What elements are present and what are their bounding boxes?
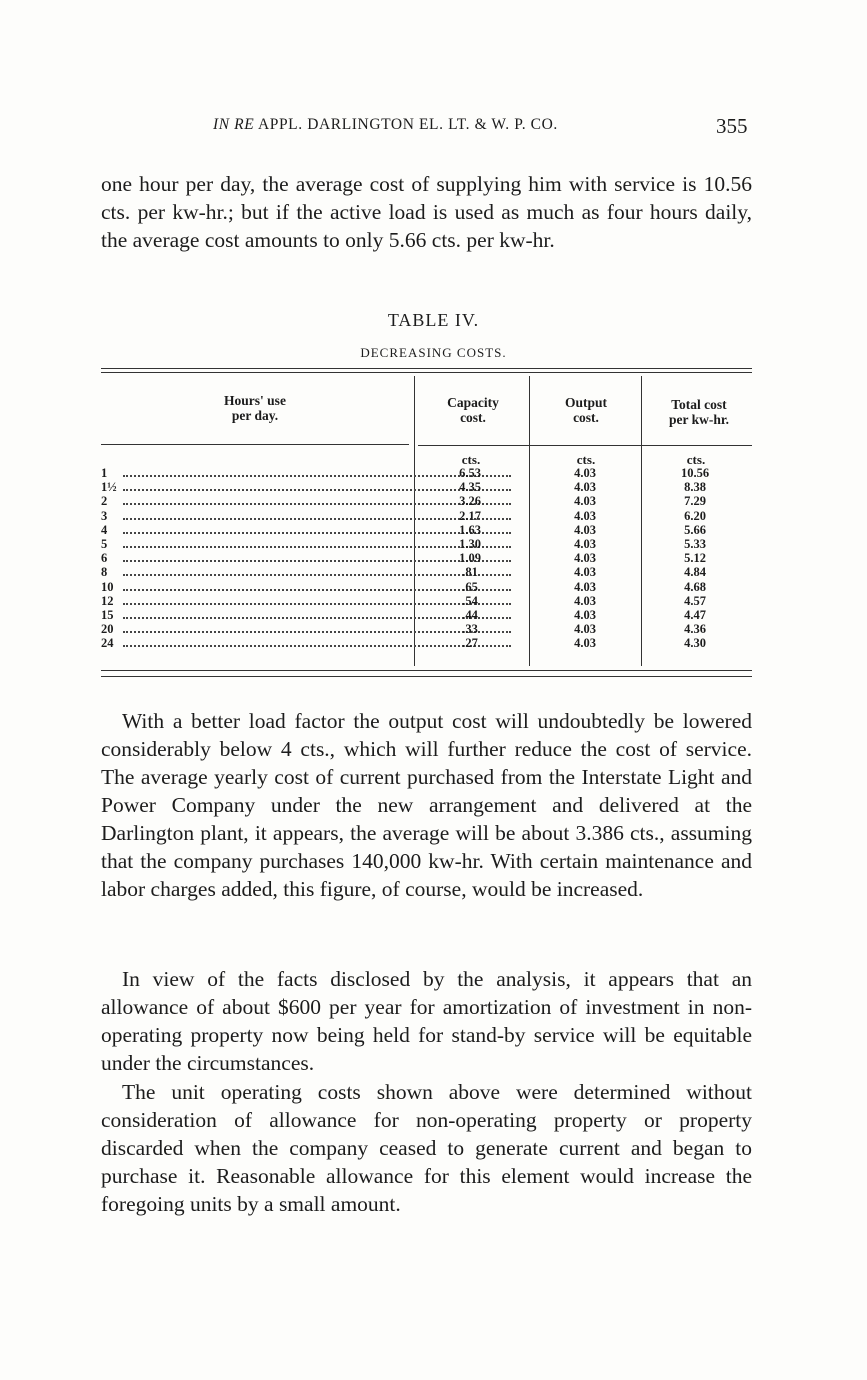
table-title: TABLE IV. bbox=[387, 310, 480, 330]
column-header-line: Capacity bbox=[447, 395, 499, 410]
table-row bbox=[101, 565, 752, 579]
capacity-cell: 6.53 bbox=[459, 466, 481, 480]
header-rule bbox=[101, 444, 409, 445]
capacity-cell: .33 bbox=[462, 622, 478, 637]
capacity-cell: 4.35 bbox=[459, 480, 481, 495]
capacity-cell: 1.30 bbox=[459, 537, 481, 551]
hours-cell: 1 bbox=[101, 466, 108, 480]
total-cell: 5.12 bbox=[684, 551, 706, 566]
total-cell: 4.84 bbox=[684, 565, 706, 580]
capacity-cell: .81 bbox=[462, 565, 478, 580]
unit-total: cts. bbox=[686, 452, 706, 467]
table-row bbox=[101, 580, 752, 594]
table-bottom-rule bbox=[101, 670, 752, 671]
table-row bbox=[101, 480, 752, 494]
output-cell: 4.03 bbox=[574, 593, 596, 608]
column-header-output bbox=[534, 395, 638, 425]
capacity-cell: .44 bbox=[462, 608, 478, 622]
output-cell: 4.03 bbox=[574, 494, 596, 509]
header-rule bbox=[418, 445, 752, 446]
table-top-rule-2 bbox=[101, 372, 752, 373]
table-row bbox=[101, 622, 752, 636]
capacity-cell: 1.09 bbox=[459, 551, 481, 566]
output-cell: 4.03 bbox=[574, 508, 596, 523]
running-head bbox=[213, 116, 558, 134]
running-header bbox=[0, 114, 867, 142]
output-cell: 4.03 bbox=[574, 565, 596, 580]
unit-output: cts. bbox=[576, 452, 596, 467]
output-cell: 4.03 bbox=[574, 466, 596, 480]
total-cell: 4.36 bbox=[684, 622, 706, 637]
capacity-cell: 1.63 bbox=[459, 522, 481, 537]
column-header-line: cost. bbox=[460, 410, 486, 425]
hours-cell: 6 bbox=[101, 551, 108, 566]
output-cell: 4.03 bbox=[574, 579, 596, 594]
running-head-text: APPL. DARLINGTON EL. LT. & W. P. CO. bbox=[257, 116, 558, 133]
paragraph-2: With a better load factor the output cost will undoubtedly be lowered considerably below 4 cts., which will further reduce the cost of service. The average yearly cost of current purchased from the Interstate Light and Power Company under the new arrangement and delivered at the Darlington plant, it appears, the average will be about 3.386 cts., assuming that the company purchases 140,000 kw-hr. With certain maintenance and labor charges added, this figure, of course, would be increased. bbox=[101, 709, 752, 901]
output-cell: 4.03 bbox=[574, 551, 596, 566]
table-row bbox=[101, 551, 752, 565]
table-row bbox=[101, 636, 752, 650]
hours-cell: 10 bbox=[101, 579, 114, 594]
hours-cell: 8 bbox=[101, 565, 108, 580]
table-row bbox=[101, 537, 752, 551]
output-cell: 4.03 bbox=[574, 522, 596, 537]
column-header-line: per kw-hr. bbox=[668, 412, 729, 427]
total-cell: 10.56 bbox=[680, 466, 710, 480]
total-cell: 4.30 bbox=[684, 636, 706, 651]
column-header-line: Total cost bbox=[671, 397, 727, 412]
table-row bbox=[101, 494, 752, 508]
capacity-cell: 2.17 bbox=[459, 508, 481, 523]
capacity-cell: .27 bbox=[462, 636, 478, 651]
column-header-line: cost. bbox=[573, 410, 599, 425]
output-cell: 4.03 bbox=[574, 537, 596, 551]
total-cell: 6.20 bbox=[684, 508, 706, 523]
column-header-hours bbox=[180, 393, 330, 423]
hours-cell: 4 bbox=[101, 522, 108, 537]
total-cell: 5.66 bbox=[684, 522, 706, 537]
hours-cell: 20 bbox=[101, 622, 114, 637]
column-header-capacity bbox=[420, 395, 526, 425]
total-cell: 4.57 bbox=[684, 593, 706, 608]
table-row bbox=[101, 608, 752, 622]
hours-cell: 12 bbox=[101, 593, 114, 608]
paragraph-4: The unit operating costs shown above were determined without consideration of allowance for non-operating property or property discarded when the company ceased to generate current and began to purchase it. Reasonable allowance for this element would increase the foregoing units by a small amount. bbox=[101, 1080, 752, 1216]
table-row bbox=[101, 523, 752, 537]
hours-cell: 5 bbox=[101, 537, 108, 551]
total-cell: 8.38 bbox=[684, 480, 706, 495]
table-row bbox=[101, 594, 752, 608]
running-head-italic: IN RE bbox=[213, 116, 255, 133]
unit-capacity: cts. bbox=[461, 452, 481, 467]
total-cell: 4.68 bbox=[684, 579, 706, 594]
table-row bbox=[101, 466, 752, 480]
paragraph-3: In view of the facts disclosed by the analysis, it appears that an allowance of about $600 per year for amortization of investment in non-operating property now being held for stand-by service will be equitable under the circumstances. bbox=[101, 967, 752, 1075]
paragraph-1: one hour per day, the average cost of supplying him with service is 10.56 cts. per kw-hr.; but if the active load is used as much as four hours daily, the average cost amounts to only 5.66 cts. per kw-hr. bbox=[101, 172, 752, 252]
capacity-cell: 3.26 bbox=[459, 494, 481, 509]
table-bottom-rule-2 bbox=[101, 676, 752, 677]
hours-cell: 3 bbox=[101, 508, 108, 523]
hours-cell: 1½ bbox=[101, 480, 117, 495]
column-header-line: Hours' use bbox=[224, 393, 286, 408]
hours-cell: 2 bbox=[101, 494, 108, 509]
capacity-cell: .54 bbox=[462, 593, 478, 608]
table-row bbox=[101, 509, 752, 523]
total-cell: 4.47 bbox=[684, 608, 706, 622]
output-cell: 4.03 bbox=[574, 608, 596, 622]
page-number: 355 bbox=[716, 114, 748, 138]
column-header-total bbox=[646, 397, 752, 427]
hours-cell: 15 bbox=[101, 608, 114, 622]
column-header-line: Output bbox=[564, 395, 608, 410]
total-cell: 5.33 bbox=[684, 537, 706, 551]
hours-cell: 24 bbox=[101, 636, 114, 651]
table-top-rule bbox=[101, 368, 752, 369]
capacity-cell: .65 bbox=[462, 579, 478, 594]
column-header-line: per day. bbox=[231, 408, 279, 423]
output-cell: 4.03 bbox=[574, 622, 596, 637]
table-subtitle: DECREASING COSTS. bbox=[360, 345, 507, 360]
total-cell: 7.29 bbox=[684, 494, 706, 509]
output-cell: 4.03 bbox=[574, 636, 596, 651]
output-cell: 4.03 bbox=[574, 480, 596, 495]
